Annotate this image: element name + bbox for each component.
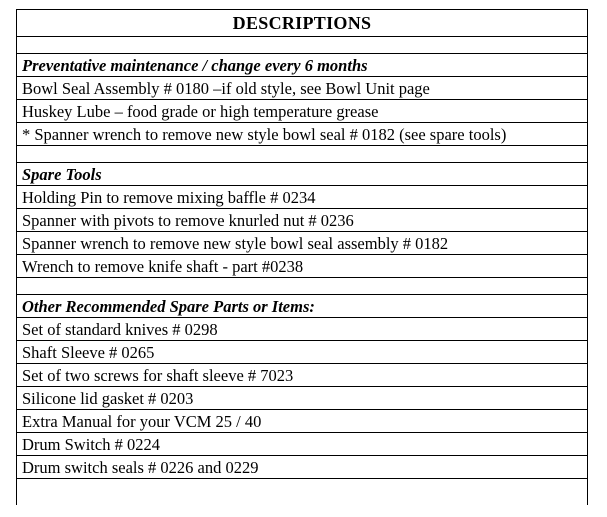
item-cell: Drum switch seals # 0226 and 0229 (17, 456, 588, 479)
table-row (17, 341, 588, 364)
table-row (17, 255, 588, 278)
section-heading-spare-parts: Other Recommended Spare Parts or Items: (17, 295, 588, 318)
item-cell: Huskey Lube – food grade or high temperature grease (17, 100, 588, 123)
table-row (17, 364, 588, 387)
table-row (17, 100, 588, 123)
title-row (17, 10, 588, 37)
item-cell: * Spanner wrench to remove new style bowl seal # 0182 (see spare tools) (17, 123, 588, 146)
section-heading-maintenance: Preventative maintenance / change every 6 months (17, 54, 588, 77)
spacer-row (17, 146, 588, 163)
descriptions-table (16, 9, 588, 505)
table-row (17, 209, 588, 232)
item-cell: Drum Switch # 0224 (17, 433, 588, 456)
table-row (17, 232, 588, 255)
item-cell: Set of standard knives # 0298 (17, 318, 588, 341)
section-heading-row (17, 163, 588, 186)
table-row (17, 318, 588, 341)
table-row (17, 123, 588, 146)
item-cell: Wrench to remove knife shaft - part #0238 (17, 255, 588, 278)
trailing-row (17, 479, 588, 506)
item-cell: Holding Pin to remove mixing baffle # 0234 (17, 186, 588, 209)
spacer-row (17, 278, 588, 295)
item-cell: Extra Manual for your VCM 25 / 40 (17, 410, 588, 433)
item-cell: Bowl Seal Assembly # 0180 –if old style, see Bowl Unit page (17, 77, 588, 100)
table-title: DESCRIPTIONS (17, 10, 588, 37)
table-row (17, 186, 588, 209)
table-row (17, 387, 588, 410)
item-cell: Spanner with pivots to remove knurled nut # 0236 (17, 209, 588, 232)
table-row (17, 433, 588, 456)
item-cell: Set of two screws for shaft sleeve # 7023 (17, 364, 588, 387)
section-heading-row (17, 54, 588, 77)
spacer-row (17, 37, 588, 54)
section-heading-row (17, 295, 588, 318)
table-row (17, 410, 588, 433)
item-cell: Shaft Sleeve # 0265 (17, 341, 588, 364)
table-row (17, 456, 588, 479)
table-row (17, 77, 588, 100)
item-cell: Spanner wrench to remove new style bowl seal assembly # 0182 (17, 232, 588, 255)
section-heading-spare-tools: Spare Tools (17, 163, 588, 186)
descriptions-sheet (16, 9, 588, 505)
item-cell: Silicone lid gasket # 0203 (17, 387, 588, 410)
